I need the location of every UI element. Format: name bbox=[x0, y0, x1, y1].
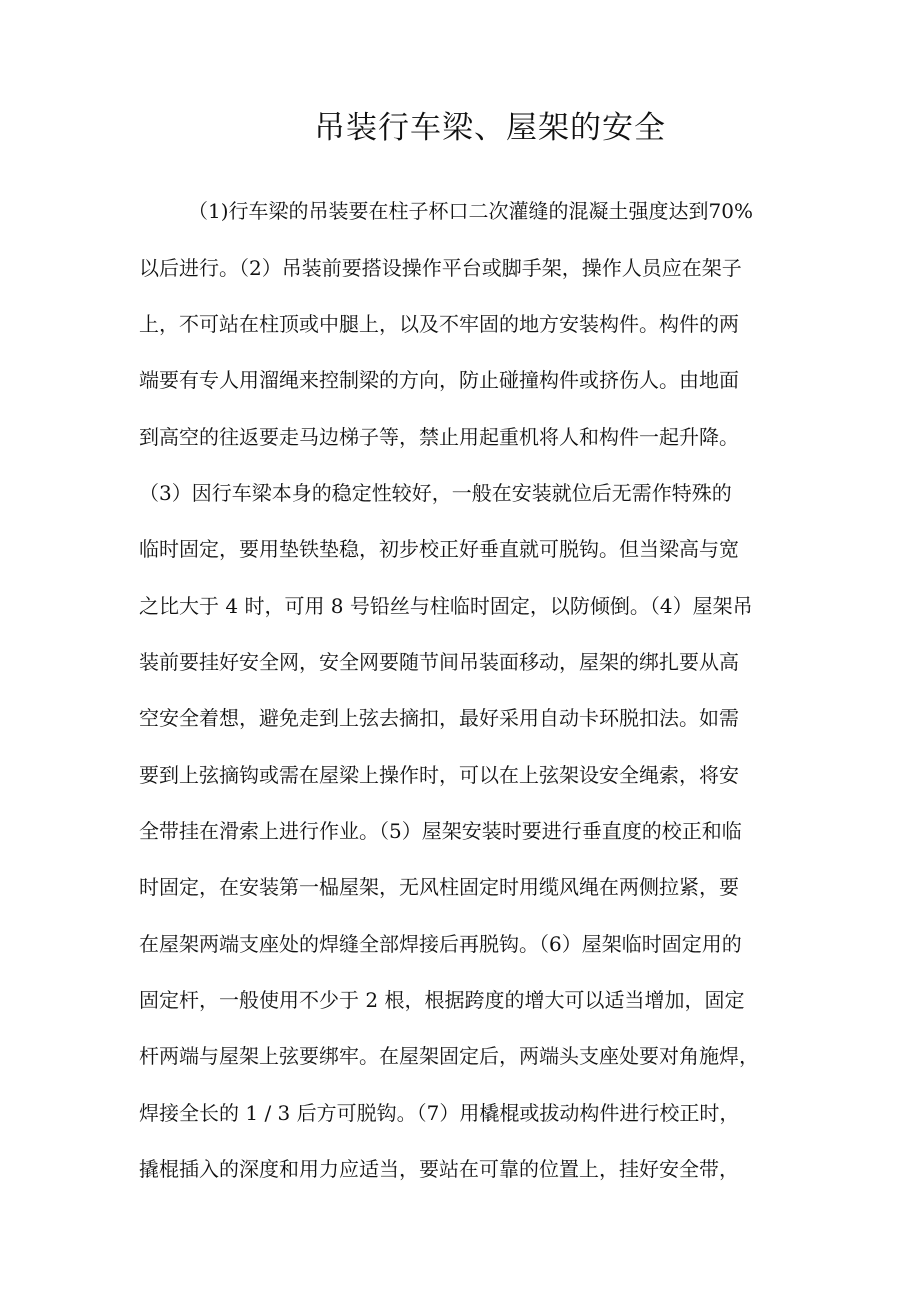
paragraph-line: 焊接全长的 1 / 3 后方可脱钩。（7）用橇棍或拔动构件进行校正时， bbox=[139, 1101, 740, 1125]
paragraph-line: 在屋架两端支座处的焊缝全部焊接后再脱钩。（6）屋架临时固定用的 bbox=[139, 932, 742, 956]
paragraph-line: 之比大于 4 时，可用 8 号铅丝与柱临时固定，以防倾倒。（4）屋架吊 bbox=[139, 594, 753, 618]
paragraph-line: 端要有专人用溜绳来控制梁的方向，防止碰撞构件或挤伤人。由地面 bbox=[139, 368, 739, 392]
paragraph-line: 到高空的往返要走马边梯子等，禁止用起重机将人和构件一起升降。 bbox=[139, 425, 739, 449]
paragraph-line: 以后进行。（2）吊装前要搭设操作平台或脚手架，操作人员应在架子 bbox=[139, 256, 742, 280]
paragraph-line: 撬棍插入的深度和用力应适当，要站在可靠的位置上，挂好安全带， bbox=[139, 1157, 739, 1181]
paragraph-line: 上，不可站在柱顶或中腿上，以及不牢固的地方安装构件。构件的两 bbox=[139, 312, 739, 336]
paragraph-line: 空安全着想，避免走到上弦去摘扣，最好采用自动卡环脱扣法。如需 bbox=[139, 706, 739, 730]
paragraph-line: 固定杆，一般使用不少于 2 根，根据跨度的增大可以适当增加，固定 bbox=[139, 988, 745, 1012]
paragraph-line: （3）因行车梁本身的稳定性较好，一般在安装就位后无需作特殊的 bbox=[139, 481, 732, 505]
paragraph-line: 全带挂在滑索上进行作业。（5）屋架安装时要进行垂直度的校正和临 bbox=[139, 819, 742, 843]
paragraph-line: 杆两端与屋架上弦要绑牢。在屋架固定后，两端头支座处要对角施焊， bbox=[139, 1044, 759, 1068]
paragraph-line: 要到上弦摘钩或需在屋梁上操作时，可以在上弦架设安全绳索，将安 bbox=[139, 763, 739, 787]
paragraph-line: 装前要挂好安全网，安全网要随节间吊装面移动，屋架的绑扎要从高 bbox=[139, 650, 739, 674]
paragraph-line: 临时固定，要用垫铁垫稳，初步校正好垂直就可脱钩。但当梁高与宽 bbox=[139, 537, 739, 561]
paragraph-line: 时固定，在安装第一榀屋架，无风柱固定时用缆风绳在两侧拉紧，要 bbox=[139, 875, 739, 899]
paragraph-line: （1)行车梁的吊装要在柱子杯口二次灌缝的混凝土强度达到70% bbox=[188, 199, 753, 223]
document-title: 吊装行车梁、屋架的安全 bbox=[314, 110, 666, 146]
